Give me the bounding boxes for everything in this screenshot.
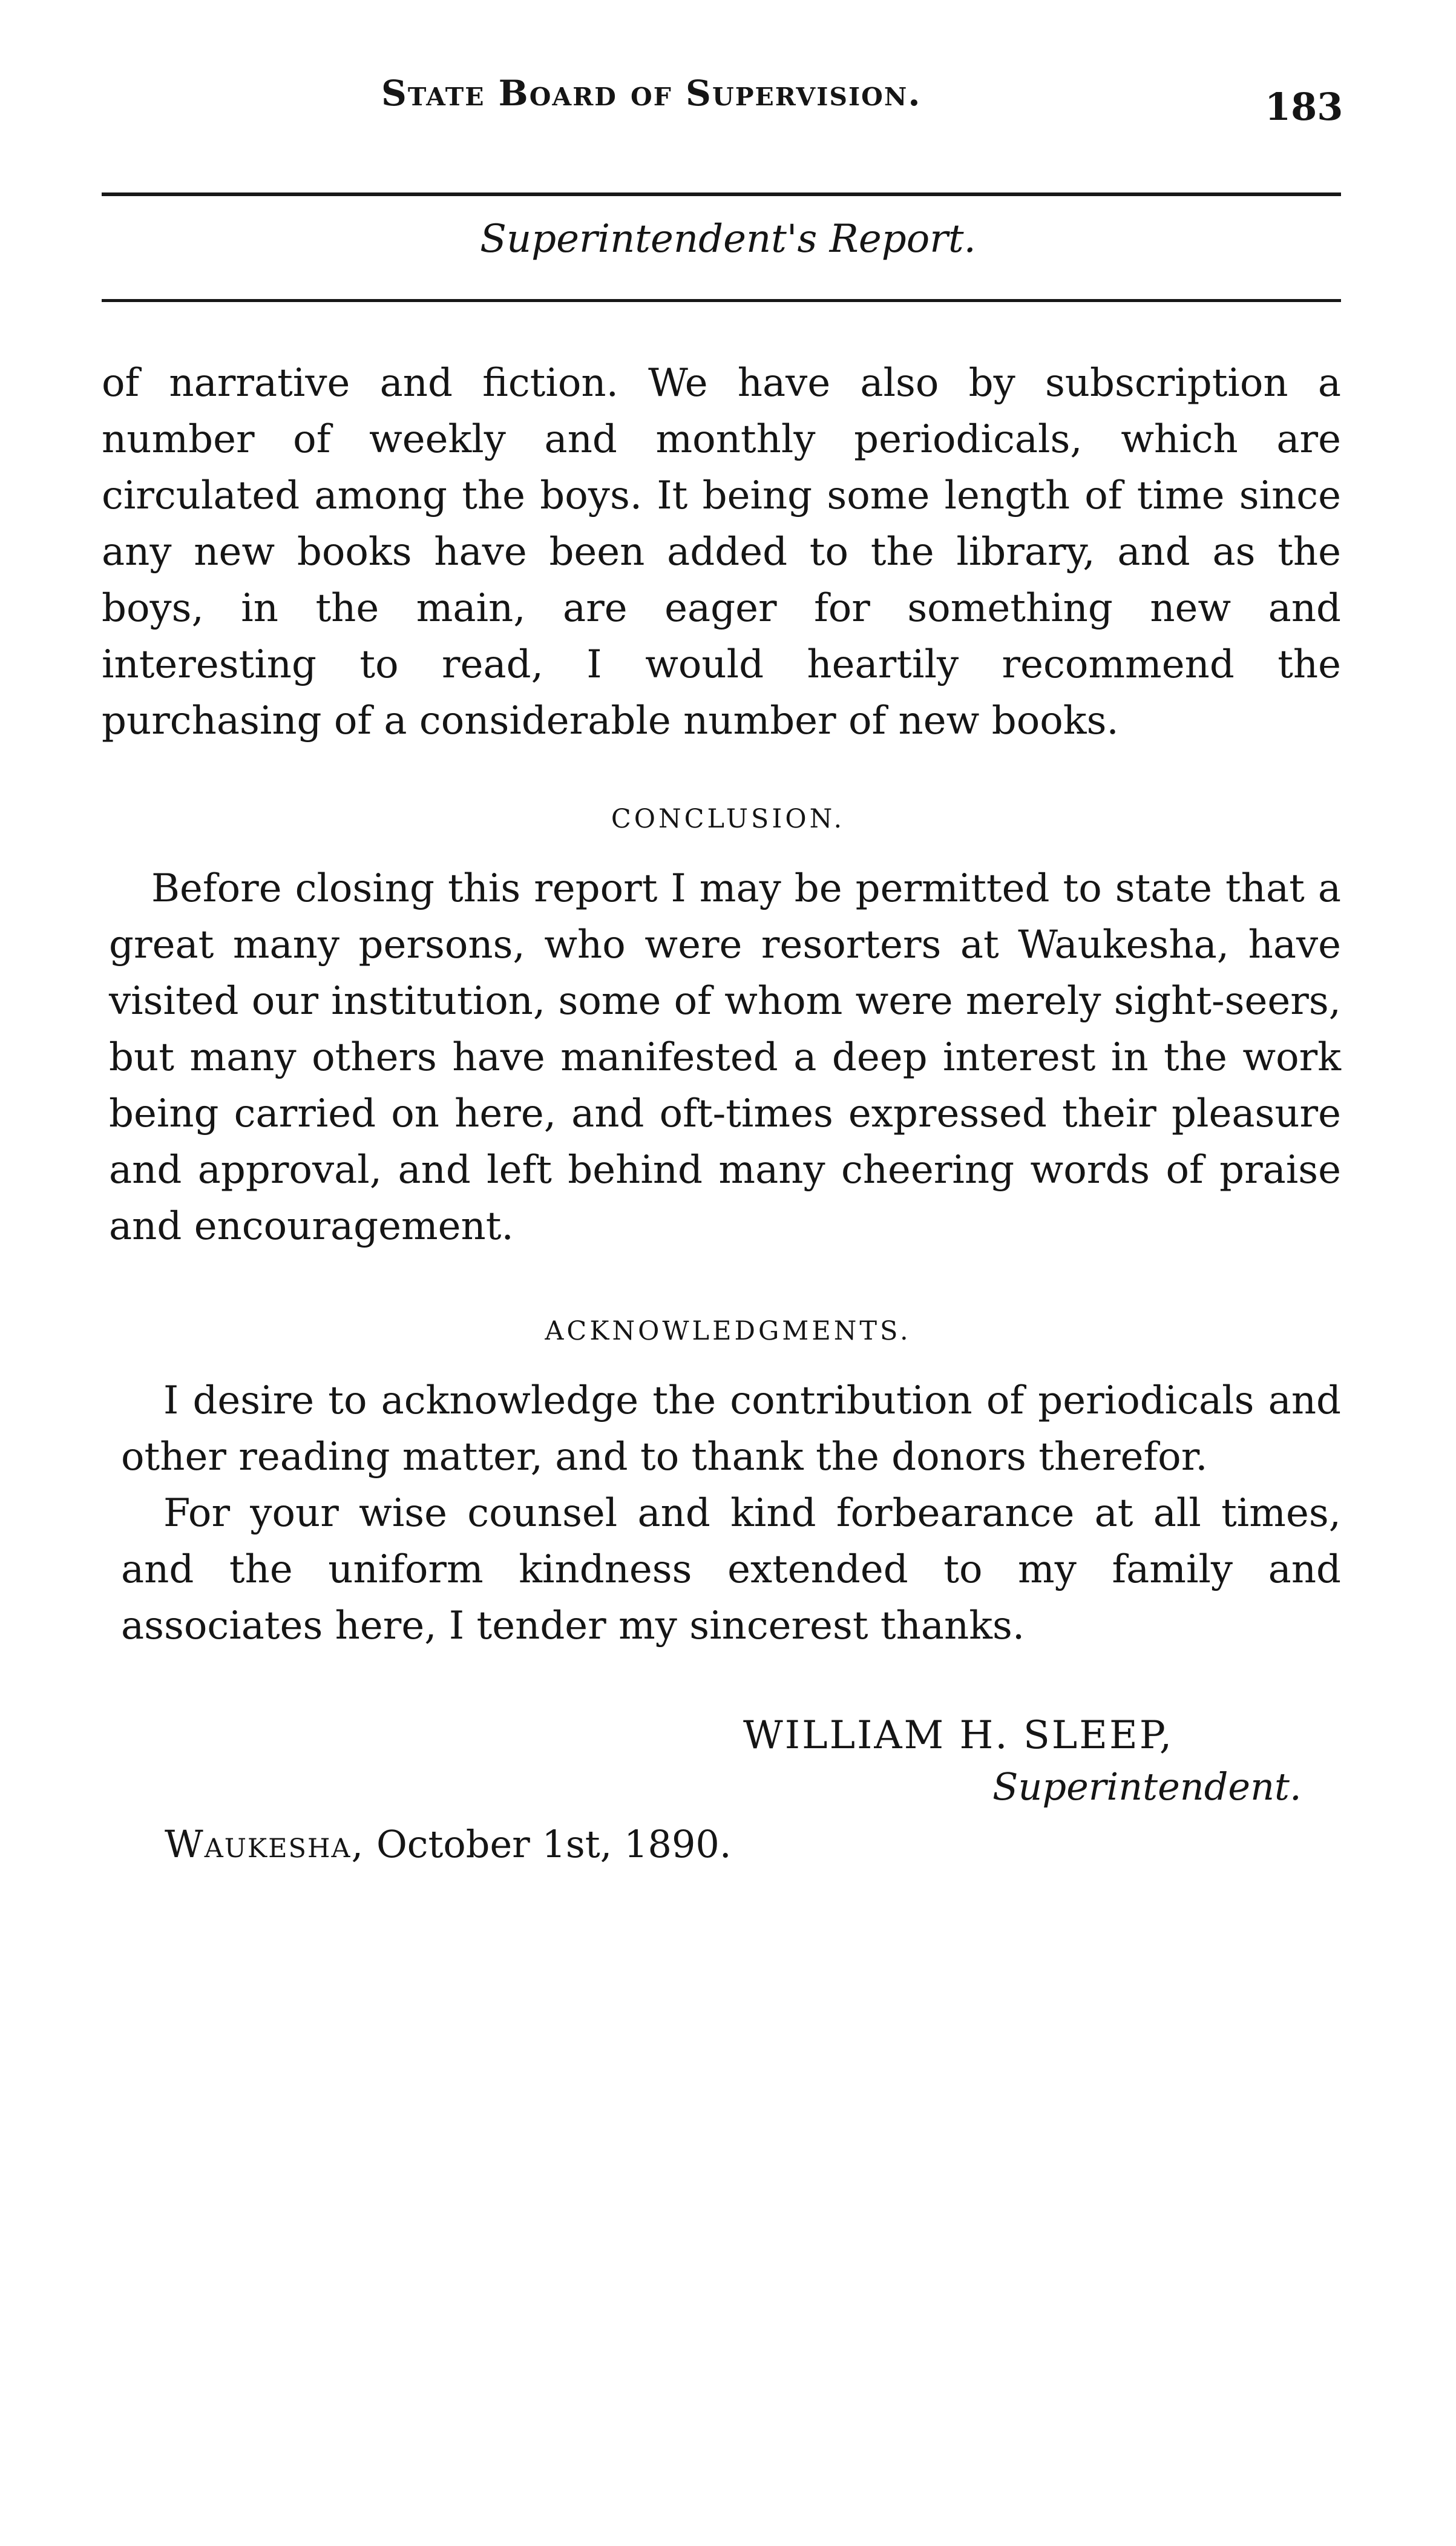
paragraph-library-text: of narrative and fiction. We have also by subscription a number of weekly and monthly periodicals, which are circulated among the boys. It being some length of time since any new books have been added to the library, and as the boys, in the main, are eager for something new and interesting to read, I would heartily recommend the purchasing of a considerable number of new books. [102,361,1341,743]
paragraph-conclusion [109,861,1341,1255]
heading-acknowledgments: ACKNOWLEDGMENTS. [545,1316,911,1346]
header-rule-top [102,192,1341,196]
paragraph-ack-1-text: I desire to acknowledge the contribution of periodicals and other reading matter, and to thank the donors therefor. [121,1378,1341,1479]
signature-name: WILLIAM H. SLEEP, [743,1713,1174,1758]
place: Waukesha, [165,1822,365,1866]
running-title: State Board of Supervision. [381,73,922,114]
place-date-line [165,1822,732,1866]
paragraph-acknowledgments [121,1373,1341,1654]
paragraph-ack-2-text: For your wise counsel and kind forbearance at all times, and the uniform kindness extended to my family and associates here, I tender my sincerest thanks. [121,1491,1341,1648]
page-number: 183 [1265,85,1343,129]
section-title: Superintendent's Report. [480,217,976,262]
paragraph-library [102,355,1341,749]
date: October 1st, 1890. [376,1822,732,1866]
header-rule-bottom [102,299,1341,302]
signature-title: Superintendent. [992,1765,1302,1809]
paragraph-conclusion-text: Before closing this report I may be permitted to state that a great many persons, who were resorters at Waukesha, have visited our institution, some of whom were merely sight-seers, but many others have manifested a deep interest in the work being carried on here, and oft-times expressed their pleasure and approval, and left behind many cheering words of praise and encouragement. [109,866,1341,1249]
heading-conclusion: CONCLUSION. [611,804,845,834]
